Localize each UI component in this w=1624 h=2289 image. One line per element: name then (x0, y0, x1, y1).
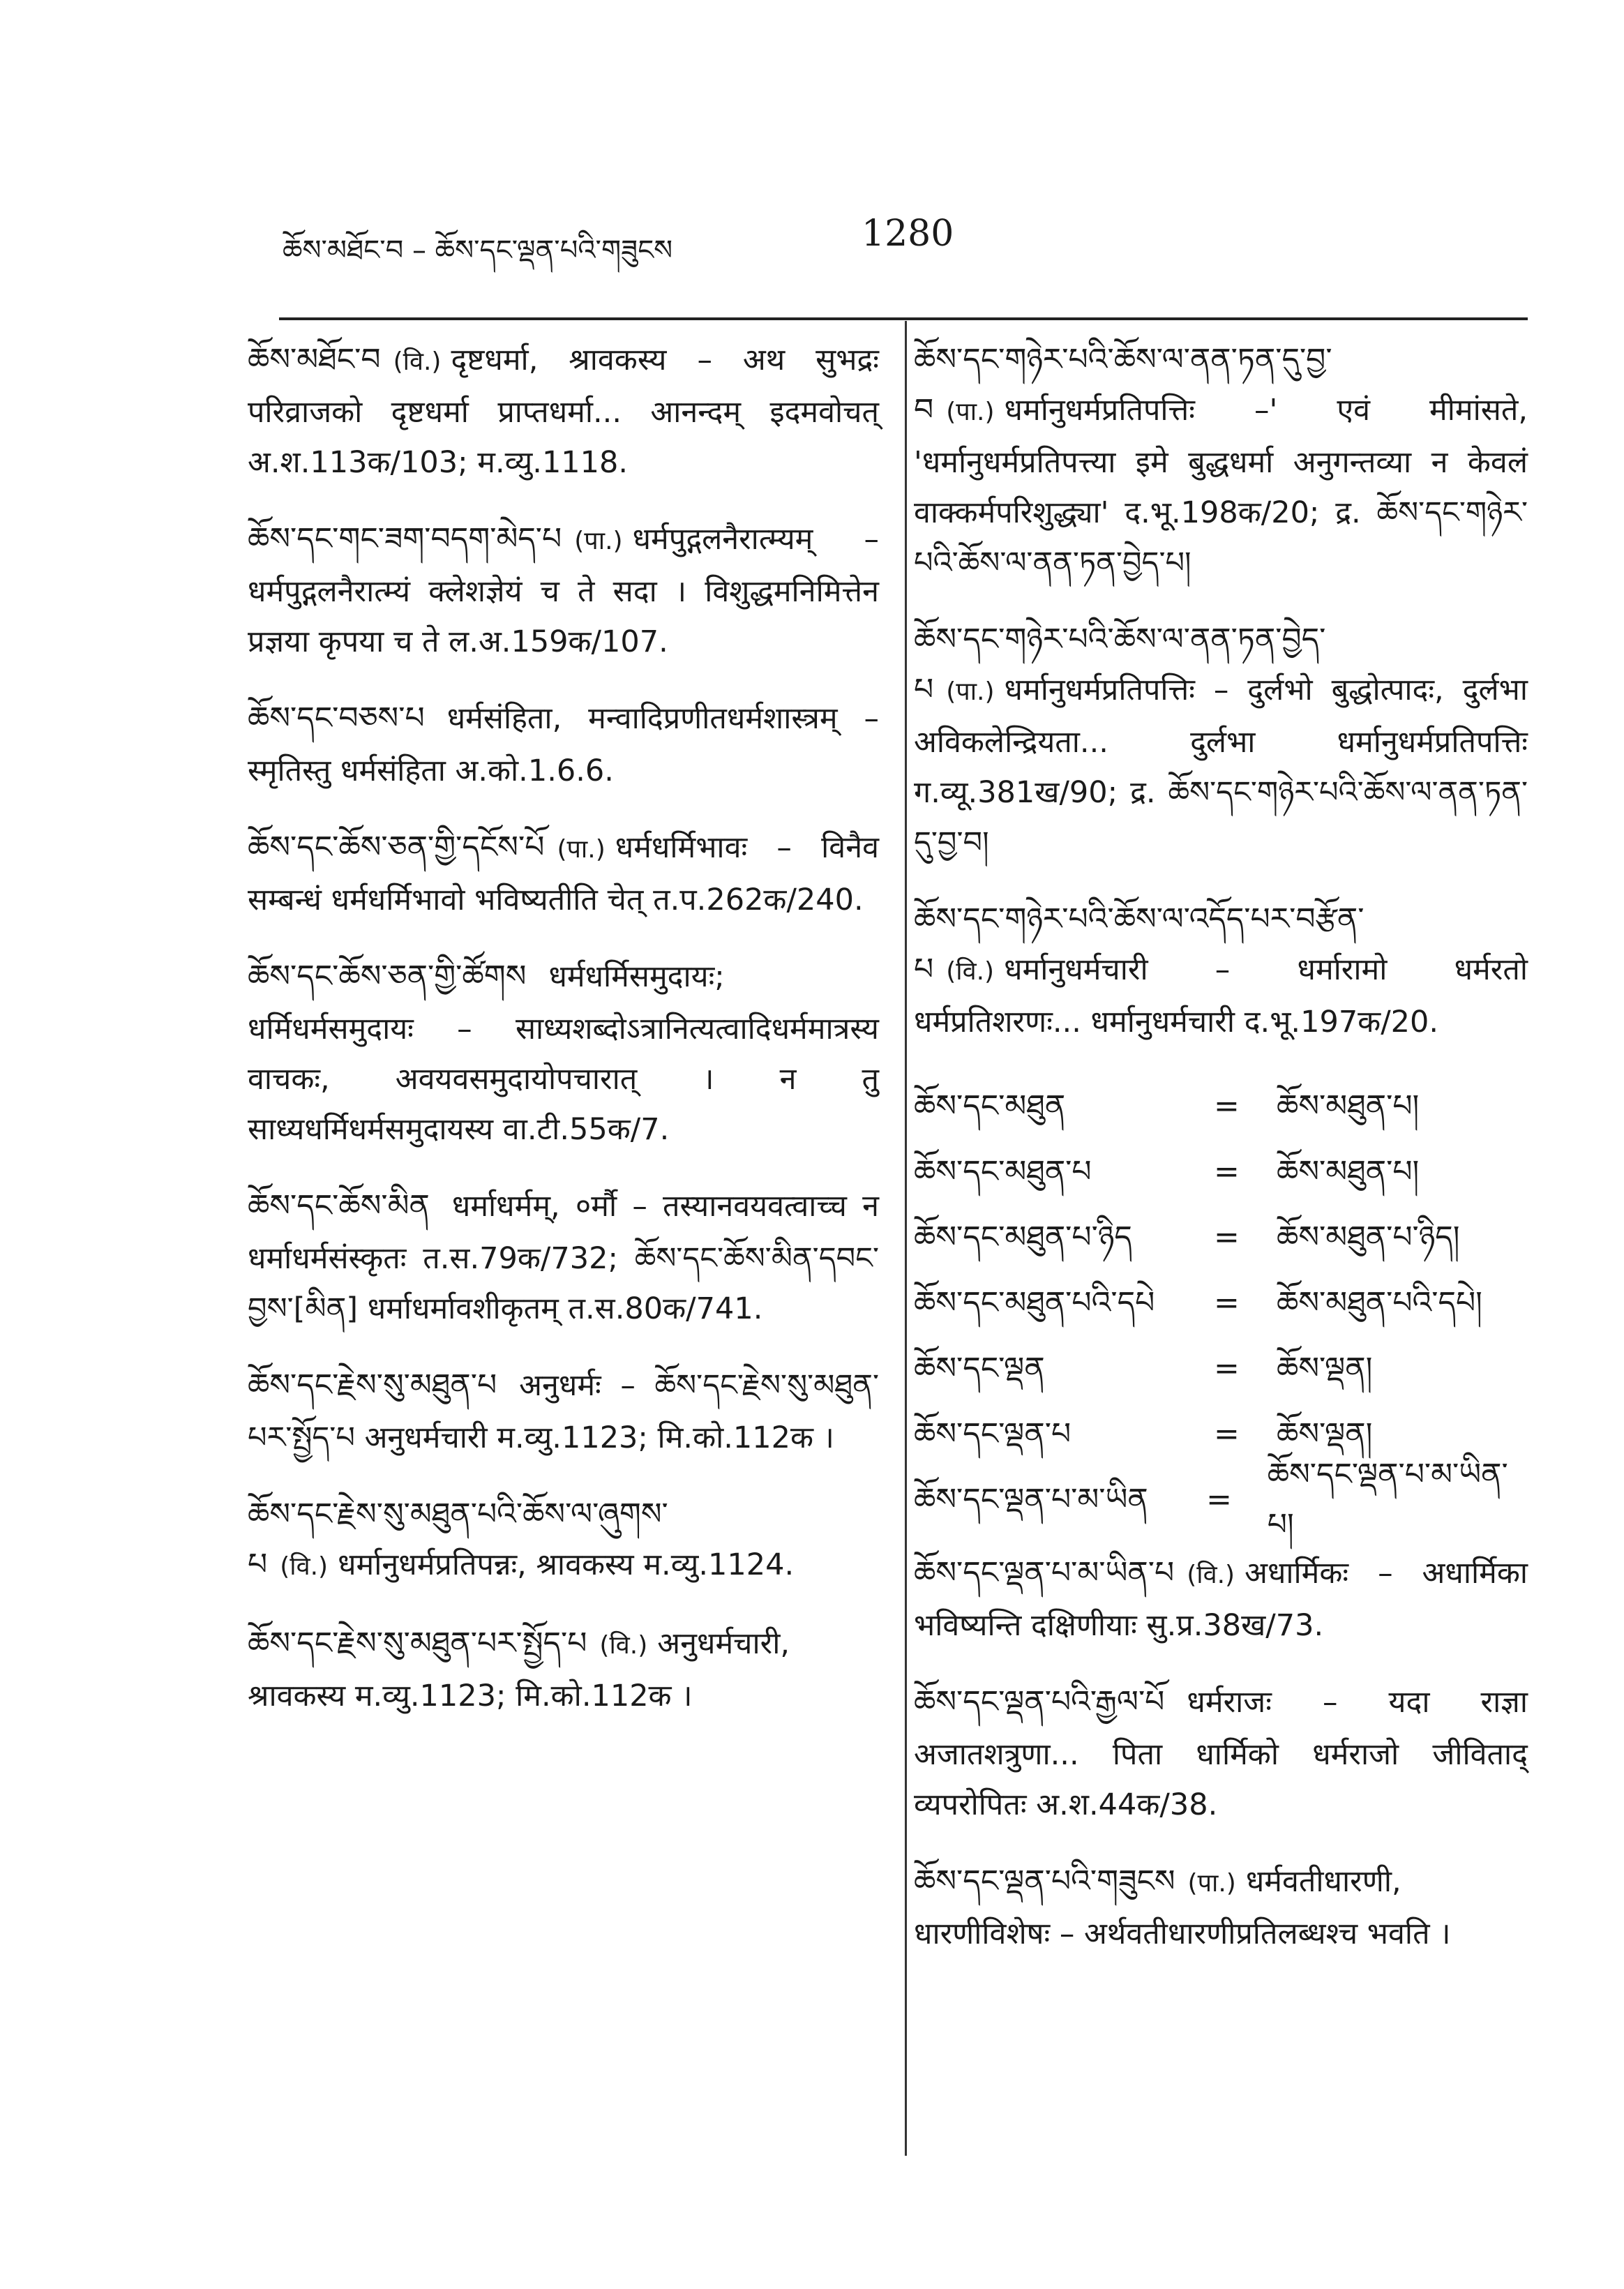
xref-term: ཆོས་དང་མཐུན་པ (914, 1154, 1092, 1189)
xref-equals: = (1214, 1351, 1240, 1386)
entry-tag: (पा.) (946, 677, 995, 706)
entry-headword: ཆོས་དང་ཆོས་ཅན་གྱི་ཚོགས (248, 959, 527, 994)
entry-text: धर्मराजः – यदा राज्ञा अजातशत्रुणा... पिता धार्मिको धर्मराजो जीविताद् व्यपरोपितः अ.श.44क/38. (914, 1685, 1528, 1822)
xref-target: ཆོས་མཐུན་པའི་དཔེ། (1277, 1285, 1482, 1321)
xref-equals: = (1206, 1482, 1232, 1517)
entry-text: धर्मसंहिता, मन्वादिप्रणीतधर्मशास्त्रम् – स्मृतिस्तु धर्मसंहिता अ.को.1.6.6. (248, 701, 879, 788)
entry-headword: ཆོས་དང་གཉེར་པའི་ཆོས་ལ་ནན་ཏན་དུ་བྱ་བ (914, 342, 1332, 428)
entry-text: दृष्टधर्मा, श्रावकस्य – अथ सुभद्रः परिव्राजको दृष्टधर्मा प्राप्तधर्मा... आनन्दम् इदमवोचत् अ.श.113क/103; म.व्यु.1118. (248, 343, 879, 480)
xref-target: ཆོས་མཐུན་པ་ཉིད། (1277, 1219, 1460, 1255)
left-column (248, 335, 879, 1748)
dictionary-entry (248, 952, 879, 1155)
entry-headword: ཆོས་དང་བཅས་པ (248, 700, 425, 736)
entry-text: धर्माधर्मम्, ०र्मौ – तस्यानवयवत्वाच्च न धर्माधर्मसंस्कृतः त.स.79क/732; ཆོས་དང་ཆོས་མིན་དབང་བྱས་[མིན] धर्माधर्मावशीकृतम् त.स.80क/741. (248, 1189, 879, 1326)
xref-target: ཆོས་ལྡན། (1277, 1416, 1373, 1452)
entry-tag: (वि.) (280, 1552, 329, 1581)
entry-headword: ཆོས་དང་ལྡན་པ་མ་ཡིན་པ (914, 1555, 1175, 1591)
dictionary-entry (248, 514, 879, 667)
entry-text: धर्मवतीधारणी, धारणीविशेषः – अर्थवतीधारणीप्रतिलब्धश्च भवति । (914, 1864, 1451, 1951)
cross-reference (914, 1074, 1528, 1139)
entry-text: धर्मानुधर्मप्रतिपत्तिः – दुर्लभो बुद्धोत्पादः, दुर्लभा अविकलेन्द्रियता... दुर्लभा धर्मानुधर्मप्रतिपत्तिः ग.व्यू.381ख/90; द्र. ཆོས་དང་གཉེར་པའི་ཆོས་ལ་ནན་ཏན་དུ་བྱ་བ། (914, 673, 1528, 860)
xref-term: ཆོས་དང་ལྡན (914, 1351, 1045, 1386)
entry-text: अनुधर्मः – ཆོས་དང་རྗེས་སུ་མཐུན་པར་སྤྱོད་པ अनुधर्मचारी म.व्यु.1123; मि.को.112क । (248, 1368, 879, 1455)
entry-headword: ཆོས་དང་རྗེས་སུ་མཐུན་པ (248, 1367, 497, 1403)
column-divider (905, 321, 907, 2156)
xref-term: ཆོས་དང་མཐུན (914, 1088, 1066, 1124)
cross-reference (914, 1139, 1528, 1205)
entry-text: धर्मधर्मिभावः – विनैव सम्बन्धं धर्मधर्मिभावो भविष्यतीति चेत् त.प.262क/240. (248, 830, 879, 917)
header-rule (279, 317, 1528, 320)
dictionary-entry (248, 1360, 879, 1463)
dictionary-entry (914, 1677, 1528, 1830)
dictionary-entry (248, 335, 879, 488)
xref-term: ཆོས་དང་ལྡན་པ (914, 1416, 1072, 1452)
entry-text: अधार्मिकः – अधार्मिका भविष्यन्ति दक्षिणीयाः सु.प्र.38ख/73. (914, 1556, 1528, 1643)
xref-equals: = (1214, 1285, 1240, 1321)
entry-tag: (वि.) (599, 1631, 648, 1660)
dictionary-entry (914, 335, 1528, 588)
entry-headword: ཆོས་དང་ལྡན་པའི་རྒྱལ་པོ (914, 1684, 1165, 1720)
dictionary-entry (914, 615, 1528, 868)
entry-headword: ཆོས་དང་གང་ཟག་བདག་མེད་པ (248, 521, 562, 557)
entry-tag: (पा.) (1187, 1869, 1236, 1898)
entry-text: धर्मानुधर्मप्रतिपत्तिः –' एवं मीमांसते, 'धर्मानुधर्मप्रतिपत्त्या इमे बुद्धधर्मा अनुगन्तव्या न केवलं वाक्कर्मपरिशुद्ध्या' द.भू.198क/20; द्र. ཆོས་དང་གཉེར་པའི་ཆོས་ལ་ནན་ཏན་བྱེད་པ། (914, 393, 1528, 580)
cross-reference (914, 1205, 1528, 1270)
entry-headword: ཆོས་དང་རྗེས་སུ་མཐུན་པར་སྤྱོད་པ (248, 1626, 587, 1661)
cross-reference-list (914, 1074, 1528, 1543)
dictionary-entry (248, 1181, 879, 1334)
header-title: ཆོས་མཐོང་བ – ཆོས་དང་ལྡན་པའི་གཟུངས (283, 234, 673, 267)
entry-text: धर्मपुद्गलनैरात्म्यम् – धर्मपुद्गलनैरात्म्यं क्लेशज्ञेयं च ते सदा । विशुद्धमनिमित्तेन प्रज्ञया कृपया च ते ल.अ.159क/107. (248, 522, 879, 659)
cross-reference (914, 1336, 1528, 1402)
dictionary-entry (248, 693, 879, 796)
entry-text: धर्मधर्मिसमुदायः; धर्मिधर्मसमुदायः – साध्यशब्दोऽत्रानित्यत्वादिधर्ममात्रस्य वाचकः, अवयवसमुदायोपचारात् । न तु साध्यधर्मिधर्मसमुदायस्य वा.टी.55क/7. (248, 959, 879, 1147)
page-number: 1280 (862, 213, 954, 255)
entry-headword: ཆོས་དང་ཆོས་ཅན་གྱི་དངོས་པོ (248, 830, 545, 865)
entry-tag: (पा.) (557, 835, 606, 864)
entry-headword: ཆོས་དང་གཉེར་པའི་ཆོས་ལ་ནན་ཏན་བྱེད་པ (914, 622, 1326, 707)
entry-tag: (पा.) (946, 398, 995, 426)
entry-headword: ཆོས་དང་ཆོས་མིན (248, 1188, 430, 1224)
xref-target: ཆོས་མཐུན་པ། (1277, 1154, 1420, 1189)
xref-term: ཆོས་དང་མཐུན་པའི་དཔེ (914, 1285, 1155, 1321)
entry-tag: (पा.) (574, 527, 623, 555)
dictionary-entry (914, 1548, 1528, 1651)
entry-headword: ཆོས་དང་ལྡན་པའི་གཟུངས (914, 1863, 1175, 1899)
xref-equals: = (1214, 1154, 1240, 1189)
entry-tag: (वि.) (946, 957, 995, 986)
cross-reference (914, 1457, 1528, 1543)
xref-target: ཆོས་དང་ལྡན་པ་མ་ཡིན་པ། (1267, 1457, 1508, 1543)
dictionary-entry (914, 894, 1528, 1047)
xref-term: ཆོས་དང་ལྡན་པ་མ་ཡིན (914, 1482, 1148, 1517)
cross-reference (914, 1270, 1528, 1336)
dictionary-entry (248, 1619, 879, 1721)
dictionary-entry (248, 1489, 879, 1592)
entry-text: धर्मानुधर्मचारी – धर्मारामो धर्मरतो धर्मप्रतिशरणः... धर्मानुधर्मचारी द.भू.197क/20. (914, 952, 1528, 1040)
entry-headword: ཆོས་དང་གཉེར་པའི་ཆོས་ལ་འདོད་པར་བརྩོན་པ (914, 901, 1364, 987)
xref-target: ཆོས་ལྡན། (1277, 1351, 1373, 1386)
xref-equals: = (1214, 1219, 1240, 1255)
entry-headword: ཆོས་དང་རྗེས་སུ་མཐུན་པའི་ཆོས་ལ་ཞུགས་པ (248, 1496, 668, 1582)
entry-text: धर्मानुधर्मप्रतिपन्नः, श्रावकस्य म.व्यु.1124. (338, 1547, 795, 1582)
running-header (283, 213, 1540, 267)
right-column (914, 335, 1528, 1986)
entry-tag: (वि.) (393, 347, 442, 376)
entry-text: अनुधर्मचारी, श्रावकस्य म.व्यु.1123; मि.को.112क । (248, 1626, 790, 1713)
xref-equals: = (1214, 1416, 1240, 1452)
dictionary-entry (914, 1856, 1528, 1959)
entry-tag: (वि.) (1187, 1561, 1235, 1589)
xref-equals: = (1214, 1088, 1240, 1124)
xref-term: ཆོས་དང་མཐུན་པ་ཉིད (914, 1219, 1132, 1255)
xref-target: ཆོས་མཐུན་པ། (1277, 1088, 1420, 1124)
entry-headword: ཆོས་མཐོང་བ (248, 342, 381, 377)
dictionary-entry (248, 823, 879, 925)
